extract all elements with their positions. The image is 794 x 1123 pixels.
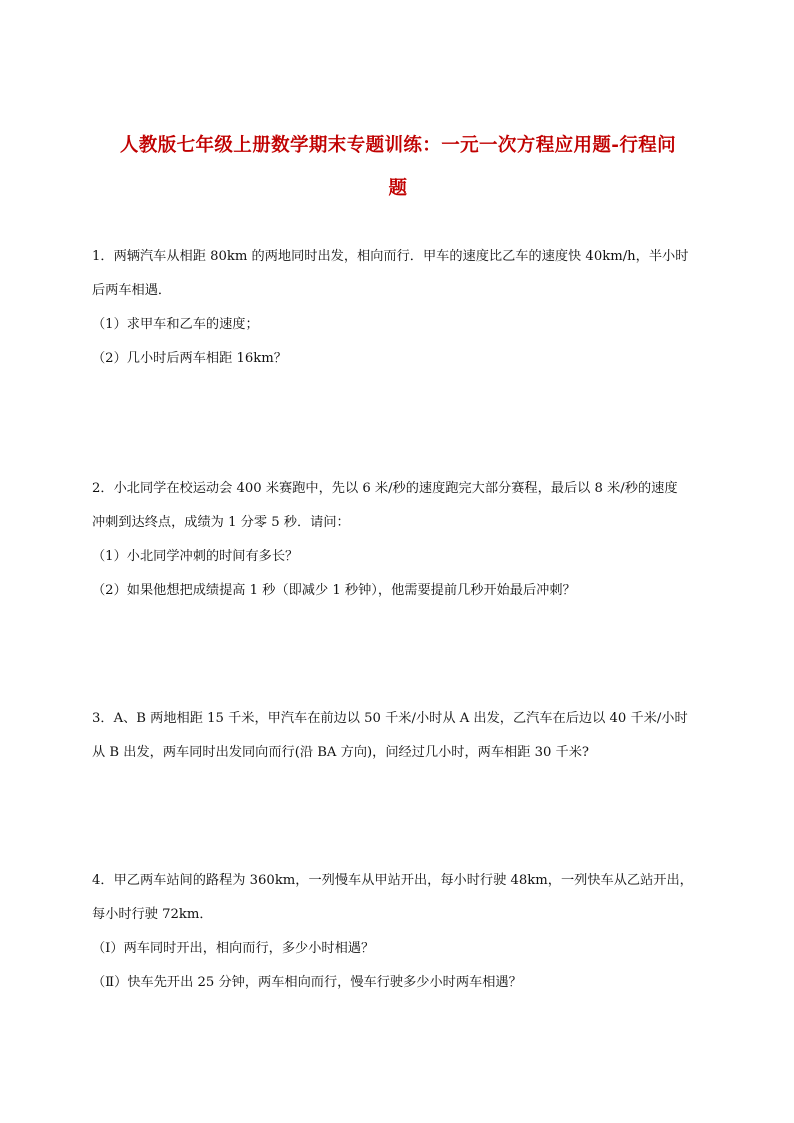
problem-text-line: 后两车相遇．: [92, 283, 172, 298]
subquestion: （1）求甲车和乙车的速度；: [92, 317, 259, 332]
subquestion: （Ⅱ）快车先开出 25 分钟，两车相向而行，慢车行驶多少小时两车相遇？: [92, 975, 522, 990]
subquestion: （2）如果他想把成绩提高 1 秒（即减少 1 秒钟），他需要提前几秒开始最后冲刺？: [92, 583, 576, 598]
subquestion: （Ⅰ）两车同时开出，相向而行，多少小时相遇？: [92, 941, 375, 956]
title-line: 题: [388, 178, 408, 199]
problem-text-line: 1．两辆汽车从相距 80km 的两地同时出发，相向而行．甲车的速度比乙车的速度快 40km/h，半小时: [92, 249, 689, 264]
problem-4: [92, 864, 712, 1000]
problem-text-line: 从 B 出发，两车同时出发同向而行(沿 BA 方向)，问经过几小时，两车相距 30 千米?: [92, 745, 590, 760]
problem-text-line: 冲刺到达终点，成绩为 1 分零 5 秒．请问：: [92, 515, 350, 530]
problem-1: [92, 240, 712, 376]
title-line: 人教版七年级上册数学期末专题训练：一元一次方程应用题-行程问: [119, 135, 677, 156]
problem-3: [92, 702, 712, 770]
problem-text-line: 4．甲乙两车站间的路程为 360km，一列慢车从甲站开出，每小时行驶 48km，一列快车从乙站开出，: [92, 873, 693, 888]
subquestion: （1）小北同学冲刺的时间有多长？: [92, 549, 299, 564]
subquestion: （2）几小时后两车相距 16km？: [92, 351, 287, 366]
page-title: [88, 124, 708, 210]
problem-2: [92, 472, 712, 608]
problem-text-line: 每小时行驶 72km．: [92, 907, 213, 922]
problem-text-line: 2．小北同学在校运动会 400 米赛跑中，先以 6 米/秒的速度跑完大部分赛程，最后以 8 米/秒的速度: [92, 481, 678, 496]
problem-text-line: 3．A、B 两地相距 15 千米，甲汽车在前边以 50 千米/小时从 A 出发，乙汽车在后边以 40 千米/小时: [92, 711, 688, 726]
